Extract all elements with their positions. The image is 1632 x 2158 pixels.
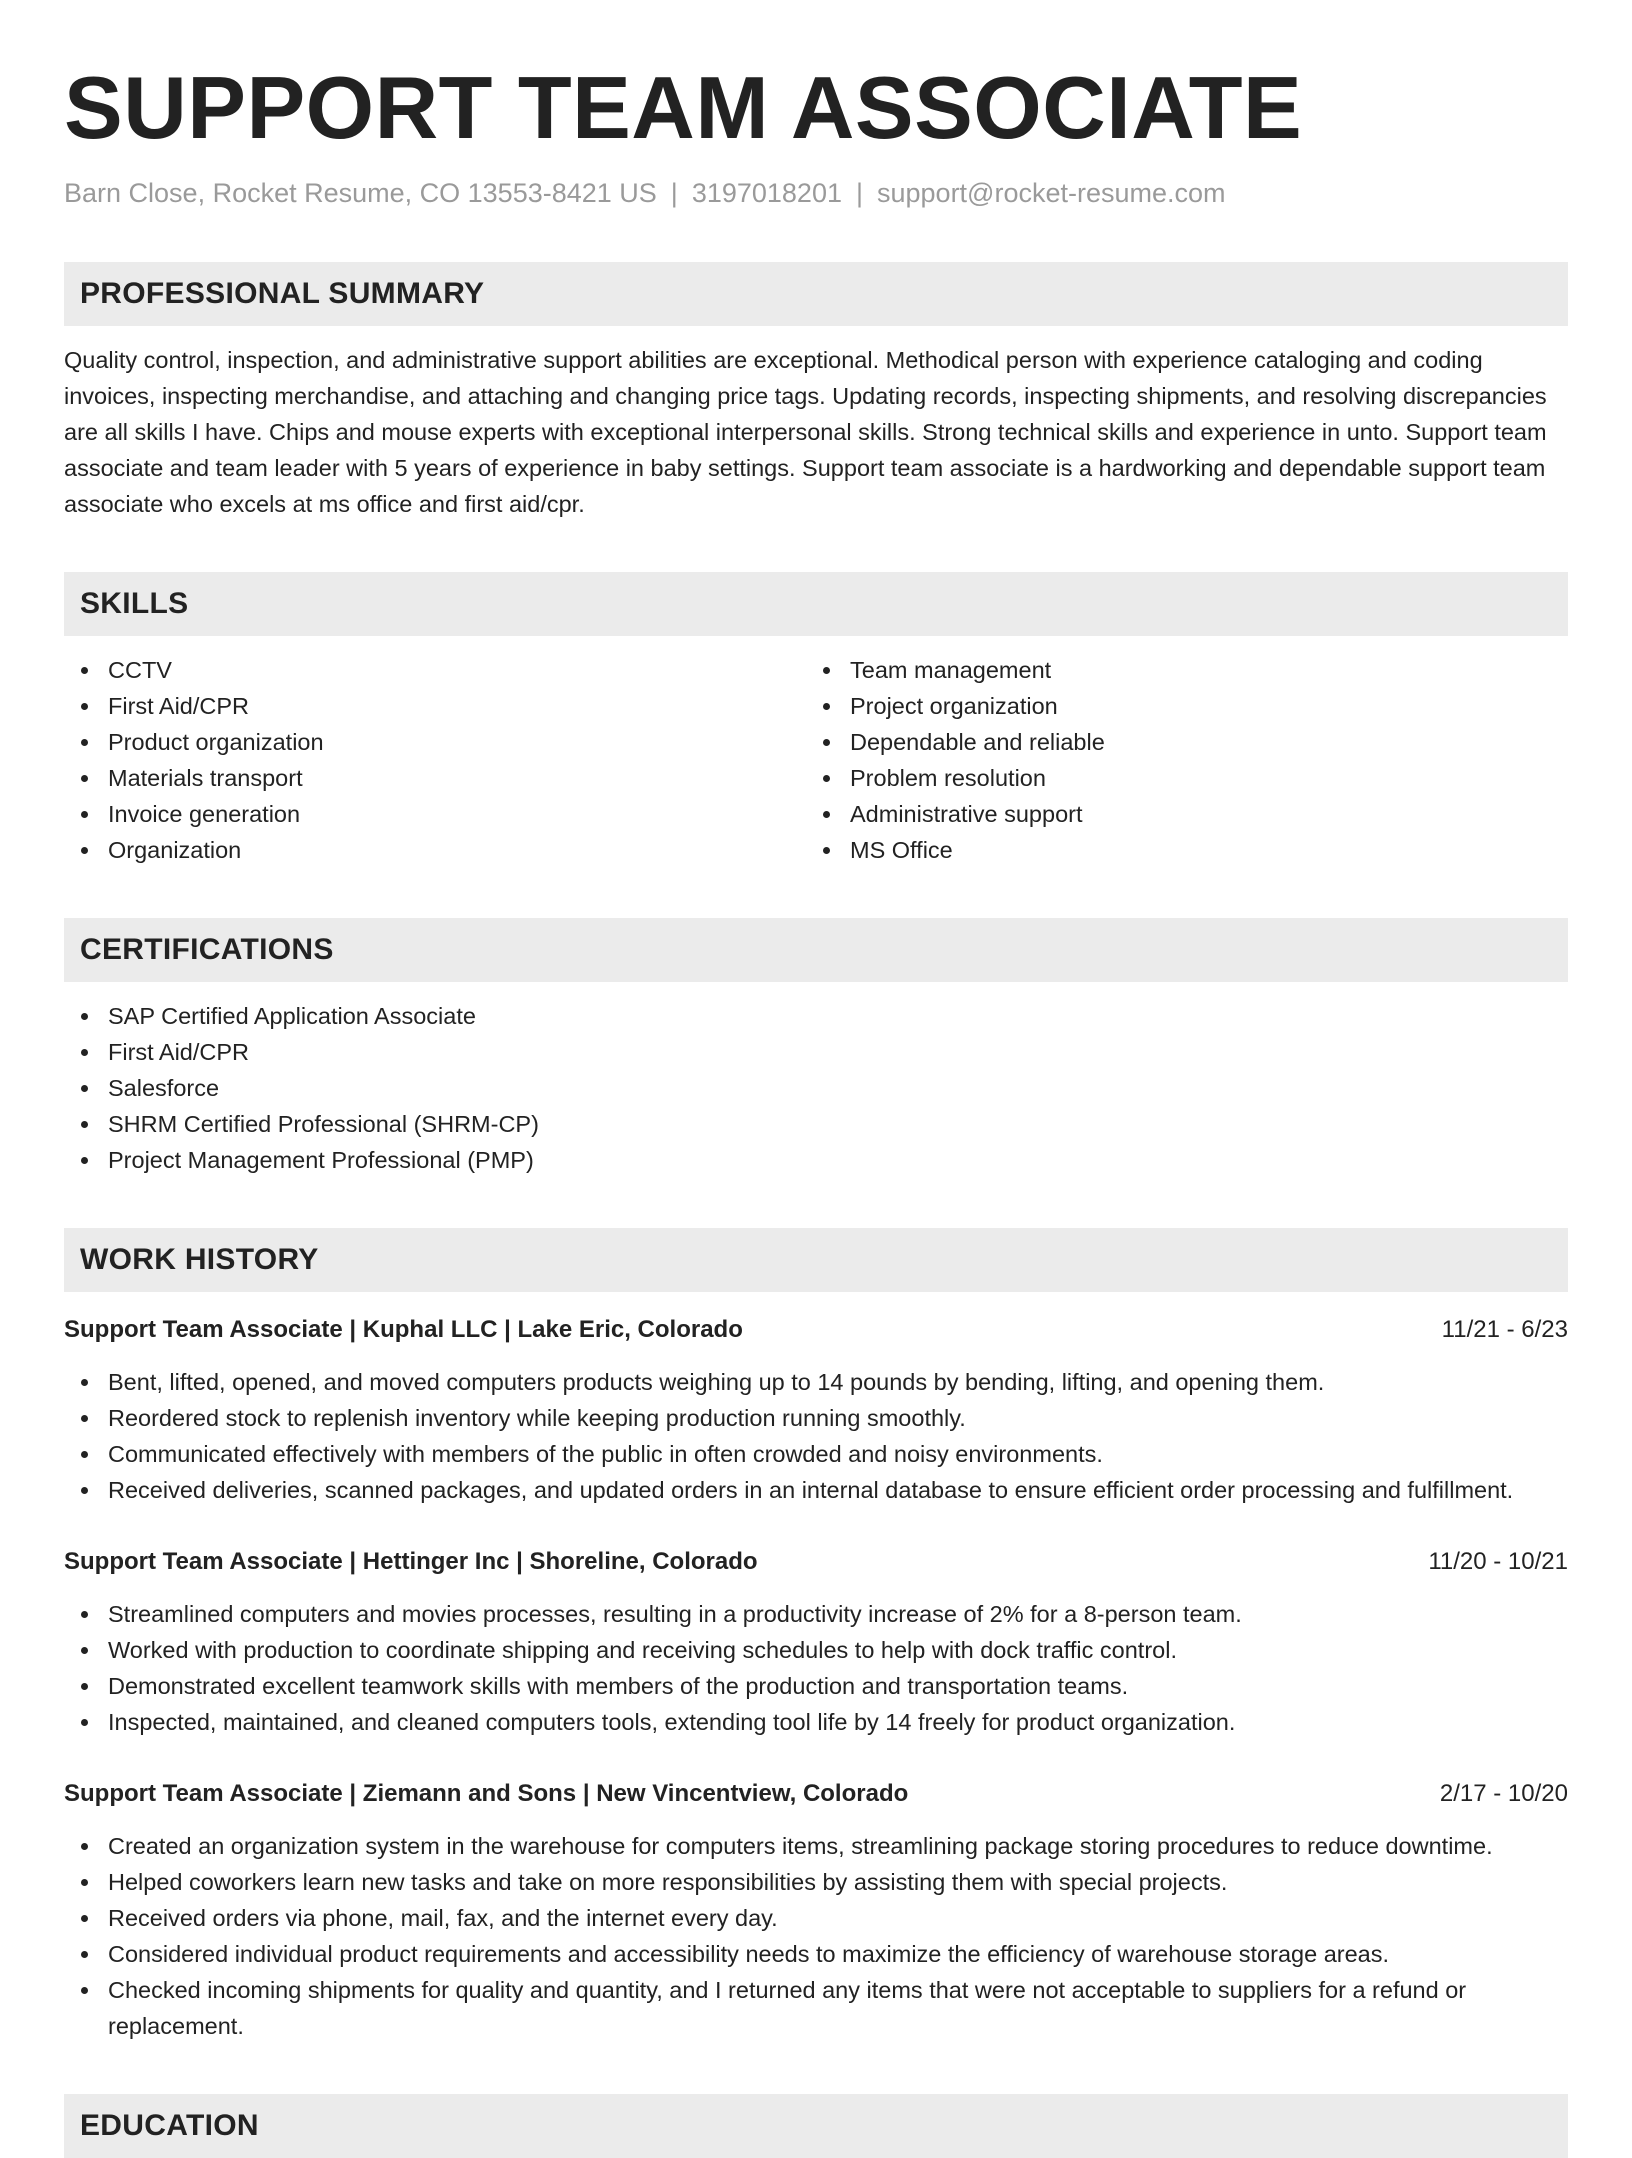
education-section bbox=[64, 2094, 1568, 2158]
job-entry bbox=[64, 1544, 1568, 1740]
certifications-list bbox=[64, 998, 1568, 1178]
job-title: Support Team Associate | Ziemann and Sons | New Vincentview, Colorado bbox=[64, 1780, 909, 1807]
skill-item: Team management bbox=[806, 652, 1548, 688]
job-bullet: Received orders via phone, mail, fax, and the internet every day. bbox=[64, 1900, 1568, 1936]
job-bullet: Demonstrated excellent teamwork skills with members of the production and transportation teams. bbox=[64, 1668, 1568, 1704]
job-title: Support Team Associate | Hettinger Inc | Shoreline, Colorado bbox=[64, 1548, 758, 1575]
skill-item: Materials transport bbox=[64, 760, 806, 796]
skills-list-right bbox=[806, 652, 1548, 868]
skills-section bbox=[64, 572, 1568, 868]
education-heading: EDUCATION bbox=[64, 2094, 1568, 2158]
job-bullet: Received deliveries, scanned packages, and updated orders in an internal database to ensure efficient order processing and fulfillment. bbox=[64, 1472, 1568, 1508]
job-title: Support Team Associate | Kuphal LLC | Lake Eric, Colorado bbox=[64, 1316, 743, 1343]
work-history-section bbox=[64, 1228, 1568, 2044]
summary-heading: PROFESSIONAL SUMMARY bbox=[64, 262, 1568, 326]
skill-item: Invoice generation bbox=[64, 796, 806, 832]
contact-separator: | bbox=[670, 178, 678, 208]
certification-item: First Aid/CPR bbox=[64, 1034, 1568, 1070]
contact-address: Barn Close, Rocket Resume, CO 13553-8421 US bbox=[64, 178, 657, 208]
certification-item: SHRM Certified Professional (SHRM-CP) bbox=[64, 1106, 1568, 1142]
job-bullet: Checked incoming shipments for quality and quantity, and I returned any items that were not acceptable to suppliers for a refund or replacement. bbox=[64, 1972, 1568, 2044]
skills-list-left bbox=[64, 652, 806, 868]
certification-item: Salesforce bbox=[64, 1070, 1568, 1106]
summary-section bbox=[64, 262, 1568, 522]
job-bullets bbox=[64, 1596, 1568, 1740]
skill-item: Project organization bbox=[806, 688, 1548, 724]
certifications-section bbox=[64, 918, 1568, 1178]
job-bullet: Created an organization system in the warehouse for computers items, streamlining package storing procedures to reduce downtime. bbox=[64, 1828, 1568, 1864]
skill-item: MS Office bbox=[806, 832, 1548, 868]
job-entry bbox=[64, 1312, 1568, 1508]
job-entry bbox=[64, 1776, 1568, 2044]
job-bullet: Bent, lifted, opened, and moved computers products weighing up to 14 pounds by bending, lifting, and opening them. bbox=[64, 1364, 1568, 1400]
job-header bbox=[64, 1312, 1568, 1348]
contact-line bbox=[64, 176, 1568, 210]
skill-item: Dependable and reliable bbox=[806, 724, 1548, 760]
candidate-name: SUPPORT TEAM ASSOCIATE bbox=[64, 58, 1303, 157]
work-history-heading: WORK HISTORY bbox=[64, 1228, 1568, 1292]
job-dates: 2/17 - 10/20 bbox=[1439, 1780, 1568, 1807]
job-dates: 11/20 - 10/21 bbox=[1428, 1548, 1568, 1575]
resume-page bbox=[64, 0, 1568, 2158]
job-bullets bbox=[64, 1364, 1568, 1508]
contact-email: support@rocket-resume.com bbox=[877, 178, 1226, 208]
skill-item: Organization bbox=[64, 832, 806, 868]
job-bullet: Considered individual product requirements and accessibility needs to maximize the efficiency of warehouse storage areas. bbox=[64, 1936, 1568, 1972]
certification-item: Project Management Professional (PMP) bbox=[64, 1142, 1568, 1178]
job-header bbox=[64, 1544, 1568, 1580]
summary-text: Quality control, inspection, and administrative support abilities are exceptional. Methodical person with experience cataloging and coding invoices, inspecting merchandise, and attaching and changing price tags. Updating records, inspecting shipments, and resolving discrepancies are all skills I have. Chips and mouse experts with exceptional interpersonal skills. Strong technical skills and experience in unto. Support team associate and team leader with 5 years of experience in baby settings. Support team associate is a hardworking and dependable support team associate who excels at ms office and first aid/cpr. bbox=[64, 347, 1547, 517]
certification-item: SAP Certified Application Associate bbox=[64, 998, 1568, 1034]
job-bullet: Inspected, maintained, and cleaned computers tools, extending tool life by 14 freely for product organization. bbox=[64, 1704, 1568, 1740]
job-bullets bbox=[64, 1828, 1568, 2044]
skill-item: First Aid/CPR bbox=[64, 688, 806, 724]
job-bullet: Reordered stock to replenish inventory while keeping production running smoothly. bbox=[64, 1400, 1568, 1436]
job-bullet: Communicated effectively with members of the public in often crowded and noisy environments. bbox=[64, 1436, 1568, 1472]
skill-item: Administrative support bbox=[806, 796, 1548, 832]
skills-columns bbox=[64, 636, 1568, 868]
job-bullet: Helped coworkers learn new tasks and take on more responsibilities by assisting them with special projects. bbox=[64, 1864, 1568, 1900]
job-header bbox=[64, 1776, 1568, 1812]
certifications-heading: CERTIFICATIONS bbox=[64, 918, 1568, 982]
job-bullet: Worked with production to coordinate shipping and receiving schedules to help with dock traffic control. bbox=[64, 1632, 1568, 1668]
skill-item: Product organization bbox=[64, 724, 806, 760]
job-dates: 11/21 - 6/23 bbox=[1441, 1316, 1568, 1343]
skill-item: Problem resolution bbox=[806, 760, 1548, 796]
skills-heading: SKILLS bbox=[64, 572, 1568, 636]
contact-phone: 3197018201 bbox=[691, 178, 842, 208]
contact-separator: | bbox=[855, 178, 863, 208]
job-bullet: Streamlined computers and movies processes, resulting in a productivity increase of 2% for a 8-person team. bbox=[64, 1596, 1568, 1632]
skill-item: CCTV bbox=[64, 652, 806, 688]
